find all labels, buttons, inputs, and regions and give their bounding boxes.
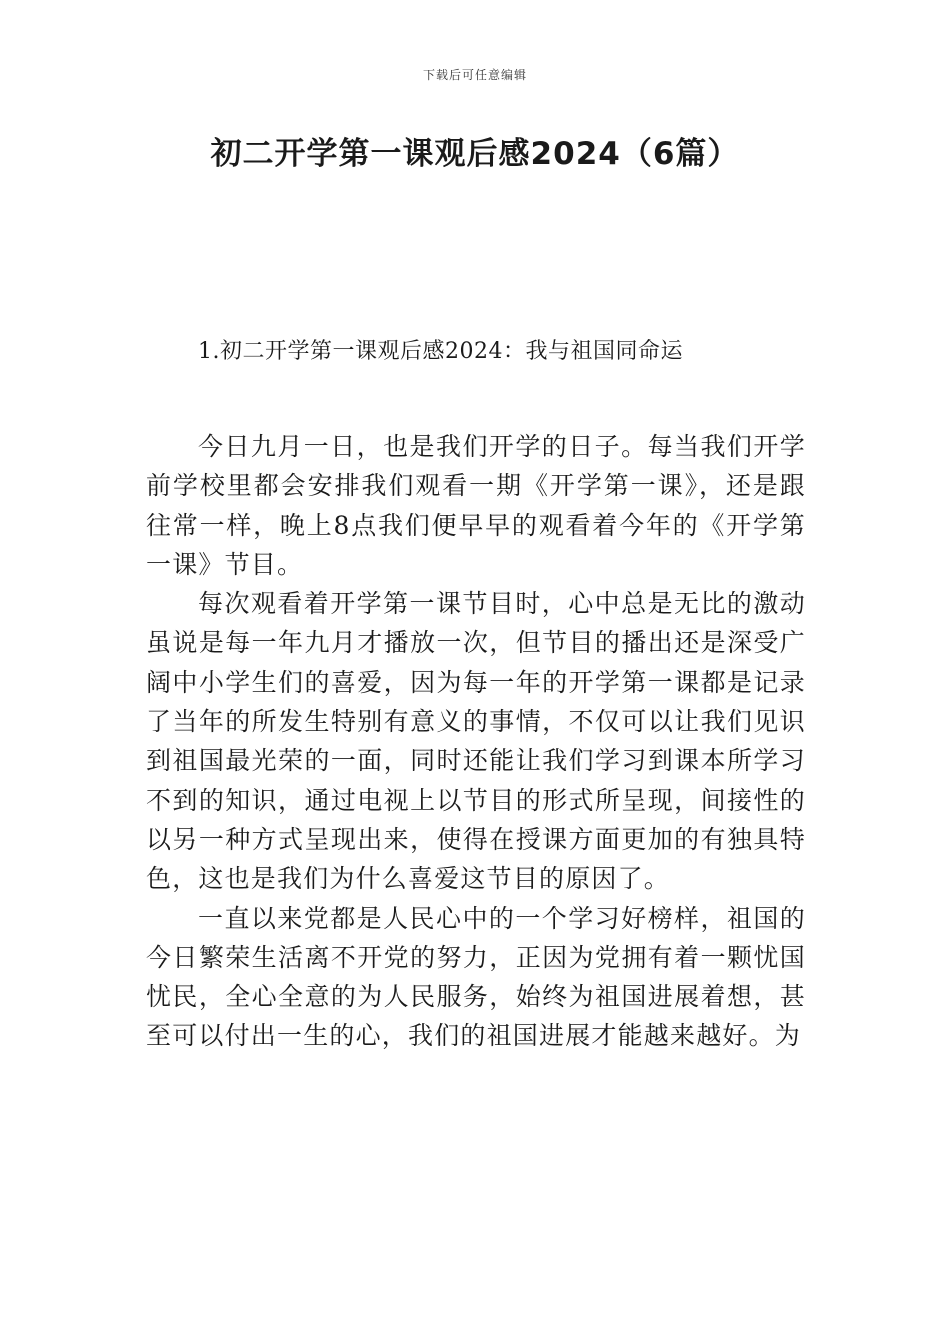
paragraph-1: 今日九月一日，也是我们开学的日子。每当我们开学前学校里都会安排我们观看一期《开学第一课》，还是跟往常一样，晚上8点我们便早早的观看着今年的《开学第一课》节目。	[146, 432, 806, 579]
paragraph-3: 一直以来党都是人民心中的一个学习好榜样，祖国的今日繁荣生活离不开党的努力，正因为党拥有着一颗忧国忧民，全心全意的为人民服务，始终为祖国进展着想，甚至可以付出一生的心，我们的祖国进展才能越来越好。为	[146, 903, 806, 1051]
section-heading: 1.初二开学第一课观后感2024：我与祖国同命运	[198, 339, 683, 364]
body-text	[146, 427, 806, 1056]
paragraph-2: 每次观看着开学第一课节目时，心中总是无比的激动虽说是每一年九月才播放一次，但节目的播出还是深受广阔中小学生们的喜爱，因为每一年的开学第一课都是记录了当年的所发生特别有意义的事情，不仅可以让我们见识到祖国最光荣的一面，同时还能让我们学习到课本所学习不到的知识，通过电视上以节目的形式所呈现，间接性的以另一种方式呈现出来，使得在授课方面更加的有独具特色，这也是我们为什么喜爱这节目的原因了。	[146, 589, 806, 894]
header-note: 下载后可任意编辑	[422, 68, 527, 82]
document-title: 初二开学第一课观后感2024（6篇）	[210, 136, 740, 172]
